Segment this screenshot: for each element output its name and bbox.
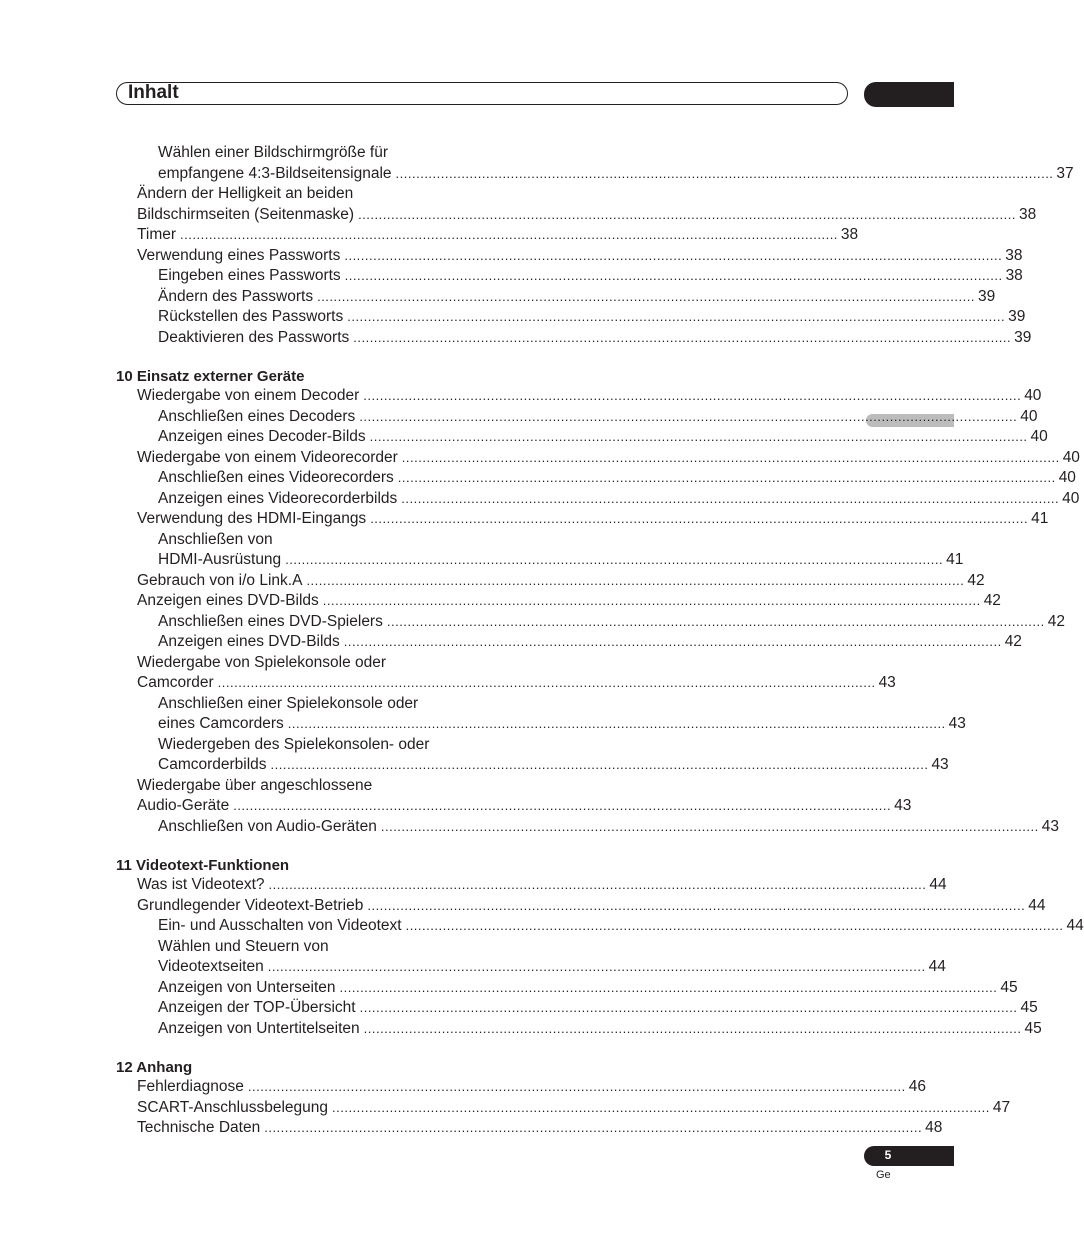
toc-page-number: 39 bbox=[1008, 308, 1026, 325]
dot-leader: ................................................................................................................................................................ bbox=[380, 818, 1039, 834]
dot-leader: ................................................................................................................................................................ bbox=[370, 511, 1029, 526]
dot-leader: ................................................................................................................................................................ bbox=[247, 1079, 906, 1094]
chapter-tab-marker bbox=[864, 82, 954, 107]
dot-leader: ................................................................................................................................................................ bbox=[264, 1120, 923, 1135]
toc-page-number: 41 bbox=[1031, 510, 1049, 527]
toc-page-number: 38 bbox=[1005, 246, 1023, 264]
toc-page-number: 44 bbox=[1028, 896, 1046, 914]
toc-entry-text: Anzeigen von Unterseiten bbox=[158, 978, 336, 996]
toc-entry[interactable] bbox=[158, 266, 1023, 287]
dot-leader: ................................................................................................................................................................ bbox=[358, 206, 1016, 222]
dot-leader: ................................................................................................................................................................ bbox=[353, 329, 1012, 345]
dot-leader: ................................................................................................................................................................ bbox=[386, 613, 1045, 629]
toc-page-number: 38 bbox=[1018, 205, 1037, 223]
toc-entry[interactable] bbox=[137, 896, 1046, 917]
toc-page-number: 48 bbox=[925, 1119, 943, 1136]
toc-entry[interactable] bbox=[158, 407, 1038, 428]
dot-leader: ................................................................................................................................................................ bbox=[395, 165, 1054, 181]
toc-entry[interactable] bbox=[158, 307, 1026, 328]
toc-entry-text: Wiedergeben des Spielekonsolen- oder bbox=[158, 735, 430, 753]
dot-leader: ................................................................................................................................................................ bbox=[359, 408, 1018, 424]
toc-page-number: 40 bbox=[1030, 428, 1048, 445]
toc-entry[interactable] bbox=[137, 246, 1023, 267]
toc-page-number: 37 bbox=[1056, 164, 1074, 182]
dot-leader: ................................................................................................................................................................ bbox=[233, 798, 892, 813]
dot-leader: ................................................................................................................................................................ bbox=[363, 1020, 1022, 1036]
toc-entry-text: Anzeigen von Untertitelseiten bbox=[158, 1019, 360, 1037]
dot-leader: ................................................................................................................................................................ bbox=[306, 572, 965, 588]
toc-entry[interactable] bbox=[158, 916, 1084, 937]
toc-section-heading[interactable]: 12 Anhang bbox=[116, 1059, 193, 1076]
toc-entry-text: Anzeigen eines Decoder-Bilds bbox=[158, 428, 366, 445]
toc-entry-text: Bildschirmseiten (Seitenmaske) bbox=[137, 205, 355, 223]
toc-page-number: 44 bbox=[928, 958, 946, 975]
dot-leader: ................................................................................................................................................................ bbox=[401, 490, 1060, 506]
toc-entry-text: Was ist Videotext? bbox=[137, 876, 265, 893]
toc-entry-text: Fehlerdiagnose bbox=[137, 1078, 244, 1095]
toc-section-heading[interactable]: 10 Einsatz externer Geräte bbox=[116, 368, 305, 385]
toc-page-number: 43 bbox=[878, 674, 896, 691]
toc-entry[interactable] bbox=[158, 817, 1059, 838]
section-title-bar bbox=[116, 82, 848, 105]
dot-leader: ................................................................................................................................................................ bbox=[344, 247, 1003, 263]
toc-entry[interactable] bbox=[158, 998, 1038, 1019]
page-title: Inhalt bbox=[128, 82, 179, 103]
toc-page-number: 40 bbox=[1062, 448, 1080, 466]
toc-entry[interactable] bbox=[137, 571, 985, 592]
toc-entry-text: Anzeigen eines DVD-Bilds bbox=[137, 592, 319, 609]
dot-leader: ................................................................................................................................................................ bbox=[287, 716, 946, 731]
toc-entry-text: Deaktivieren des Passworts bbox=[158, 328, 350, 346]
toc-entry-text: Videotextseiten bbox=[158, 958, 264, 975]
toc-page-number: 42 bbox=[967, 571, 985, 589]
toc-entry-text: Verwendung des HDMI-Eingangs bbox=[137, 510, 367, 527]
toc-page-number: 40 bbox=[1062, 489, 1080, 507]
toc-entry[interactable] bbox=[158, 530, 964, 571]
dot-leader: ................................................................................................................................................................ bbox=[343, 634, 1002, 649]
dot-leader: ................................................................................................................................................................ bbox=[285, 552, 944, 567]
toc-page-number: 42 bbox=[1004, 633, 1022, 650]
dot-leader: ................................................................................................................................................................ bbox=[180, 227, 838, 242]
toc-entry[interactable] bbox=[137, 448, 1080, 469]
toc-page-number: 43 bbox=[894, 797, 912, 814]
toc-page-number: 45 bbox=[1024, 1019, 1042, 1037]
dot-leader: ................................................................................................................................................................ bbox=[347, 309, 1006, 324]
toc-entry[interactable] bbox=[158, 735, 949, 776]
toc-entry-text: Wählen einer Bildschirmgröße für bbox=[158, 144, 389, 161]
toc-entry[interactable] bbox=[158, 468, 1076, 489]
toc-page-number: 40 bbox=[1058, 469, 1076, 486]
toc-entry-text: Anschließen eines Videorecorders bbox=[158, 469, 394, 486]
toc-entry[interactable] bbox=[158, 287, 996, 308]
toc-entry-text: Wählen und Steuern von bbox=[158, 937, 329, 955]
toc-entry[interactable] bbox=[158, 328, 1032, 349]
toc-entry[interactable] bbox=[137, 1098, 1011, 1119]
toc-entry-text: Wiedergabe von einem Decoder bbox=[137, 387, 360, 404]
dot-leader: ................................................................................................................................................................ bbox=[317, 288, 975, 304]
page-number-badge bbox=[864, 1146, 954, 1166]
toc-section-heading[interactable]: 11 Videotext-Funktionen bbox=[116, 857, 290, 874]
toc-entry-text: Timer bbox=[137, 226, 177, 243]
language-code: Ge bbox=[876, 1169, 891, 1181]
dot-leader: ................................................................................................................................................................ bbox=[268, 877, 927, 892]
toc-entry[interactable] bbox=[137, 653, 896, 694]
toc-page-number: 44 bbox=[1066, 917, 1084, 934]
dot-leader: ................................................................................................................................................................ bbox=[405, 918, 1064, 933]
toc-entry-text: Anschließen einer Spielekonsole oder bbox=[158, 694, 419, 712]
toc-entry-text: Wiedergabe von Spielekonsole oder bbox=[137, 653, 387, 671]
toc-page-number: 43 bbox=[1041, 817, 1059, 835]
toc-entry[interactable] bbox=[137, 1118, 943, 1139]
dot-leader: ................................................................................................................................................................ bbox=[397, 470, 1056, 485]
toc-entry[interactable] bbox=[137, 184, 1037, 225]
page-number: 5 bbox=[884, 1148, 892, 1162]
toc-entry-text: Technische Daten bbox=[137, 1119, 261, 1136]
toc-entry[interactable] bbox=[158, 937, 946, 978]
toc-entry[interactable] bbox=[137, 591, 1001, 612]
toc-page-number: 45 bbox=[1000, 978, 1018, 996]
toc-page-number: 39 bbox=[977, 287, 996, 305]
toc-entry[interactable] bbox=[137, 386, 1042, 407]
toc-entry-text: Audio-Geräte bbox=[137, 797, 230, 814]
toc-page-number: 47 bbox=[992, 1098, 1011, 1116]
toc-entry-text: Ein- und Ausschalten von Videotext bbox=[158, 917, 402, 934]
toc-entry-text: Ändern der Helligkeit an beiden bbox=[137, 185, 354, 202]
toc-page-number: 38 bbox=[1005, 267, 1023, 284]
toc-page-number: 43 bbox=[948, 715, 966, 732]
toc-page-number: 38 bbox=[840, 226, 859, 243]
toc-entry-text: Camcorderbilds bbox=[158, 756, 267, 773]
toc-entry-text: empfangene 4:3-Bildseitensignale bbox=[158, 164, 392, 182]
toc-entry-text: Camcorder bbox=[137, 674, 214, 691]
dot-leader: ................................................................................................................................................................ bbox=[217, 675, 876, 690]
dot-leader: ................................................................................................................................................................ bbox=[401, 449, 1060, 465]
dot-leader: ................................................................................................................................................................ bbox=[322, 593, 981, 608]
dot-leader: ................................................................................................................................................................ bbox=[270, 757, 929, 772]
toc-entry-text: Gebrauch von i/o Link.A bbox=[137, 571, 303, 589]
toc-entry-text: eines Camcorders bbox=[158, 715, 284, 732]
toc-entry-text: Anschließen von Audio-Geräten bbox=[158, 817, 377, 835]
toc-entry[interactable] bbox=[137, 776, 912, 817]
dot-leader: ................................................................................................................................................................ bbox=[363, 388, 1022, 403]
toc-entry[interactable] bbox=[158, 694, 966, 735]
toc-entry-text: Wiedergabe von einem Videorecorder bbox=[137, 448, 398, 466]
toc-page-number: 40 bbox=[1024, 387, 1042, 404]
toc-entry[interactable] bbox=[137, 509, 1049, 530]
toc-entry-text: SCART-Anschlussbelegung bbox=[137, 1098, 328, 1116]
toc-entry[interactable] bbox=[158, 978, 1018, 999]
toc-entry[interactable] bbox=[158, 612, 1065, 633]
toc-entry-text: Eingeben eines Passworts bbox=[158, 267, 341, 284]
toc-entry-text: Rückstellen des Passworts bbox=[158, 308, 344, 325]
toc-entry[interactable] bbox=[137, 1077, 926, 1098]
toc-entry-text: Anschließen von bbox=[158, 530, 273, 548]
toc-page-number: 46 bbox=[908, 1078, 926, 1095]
dot-leader: ................................................................................................................................................................ bbox=[267, 959, 926, 974]
toc-page-number: 40 bbox=[1020, 407, 1038, 425]
toc-entry[interactable] bbox=[158, 427, 1048, 448]
toc-entry-text: Wiedergabe über angeschlossene bbox=[137, 776, 373, 794]
dot-leader: ................................................................................................................................................................ bbox=[344, 268, 1003, 283]
toc-page-number: 44 bbox=[929, 876, 947, 893]
toc-page-number: 42 bbox=[983, 592, 1001, 609]
toc-entry[interactable] bbox=[137, 875, 947, 896]
table-of-contents bbox=[116, 143, 1084, 1139]
dot-leader: ................................................................................................................................................................ bbox=[339, 979, 998, 995]
toc-page-number: 43 bbox=[931, 756, 949, 773]
toc-entry[interactable] bbox=[158, 632, 1022, 653]
toc-entry-text: Anschließen eines Decoders bbox=[158, 407, 356, 425]
toc-entry[interactable] bbox=[158, 1019, 1042, 1040]
toc-page-number: 42 bbox=[1047, 612, 1065, 630]
toc-page-number: 45 bbox=[1020, 999, 1038, 1016]
toc-entry-text: Verwendung eines Passworts bbox=[137, 246, 341, 264]
toc-entry-text: HDMI-Ausrüstung bbox=[158, 551, 282, 568]
dot-leader: ................................................................................................................................................................ bbox=[359, 1000, 1018, 1015]
dot-leader: ................................................................................................................................................................ bbox=[332, 1099, 990, 1115]
toc-entry-text: Ändern des Passworts bbox=[158, 287, 314, 305]
dot-leader: ................................................................................................................................................................ bbox=[367, 897, 1026, 913]
toc-entry-text: Anzeigen eines DVD-Bilds bbox=[158, 633, 340, 650]
toc-entry[interactable] bbox=[158, 143, 1074, 184]
toc-entry-text: Anzeigen der TOP-Übersicht bbox=[158, 999, 356, 1016]
toc-entry-text: Anzeigen eines Videorecorderbilds bbox=[158, 489, 398, 507]
toc-entry-text: Anschließen eines DVD-Spielers bbox=[158, 612, 383, 630]
toc-page-number: 41 bbox=[946, 551, 964, 568]
toc-page-number: 39 bbox=[1014, 328, 1032, 346]
toc-entry[interactable] bbox=[158, 489, 1080, 510]
dot-leader: ................................................................................................................................................................ bbox=[369, 429, 1028, 444]
toc-entry[interactable] bbox=[137, 225, 859, 246]
toc-entry-text: Grundlegender Videotext-Betrieb bbox=[137, 896, 364, 914]
